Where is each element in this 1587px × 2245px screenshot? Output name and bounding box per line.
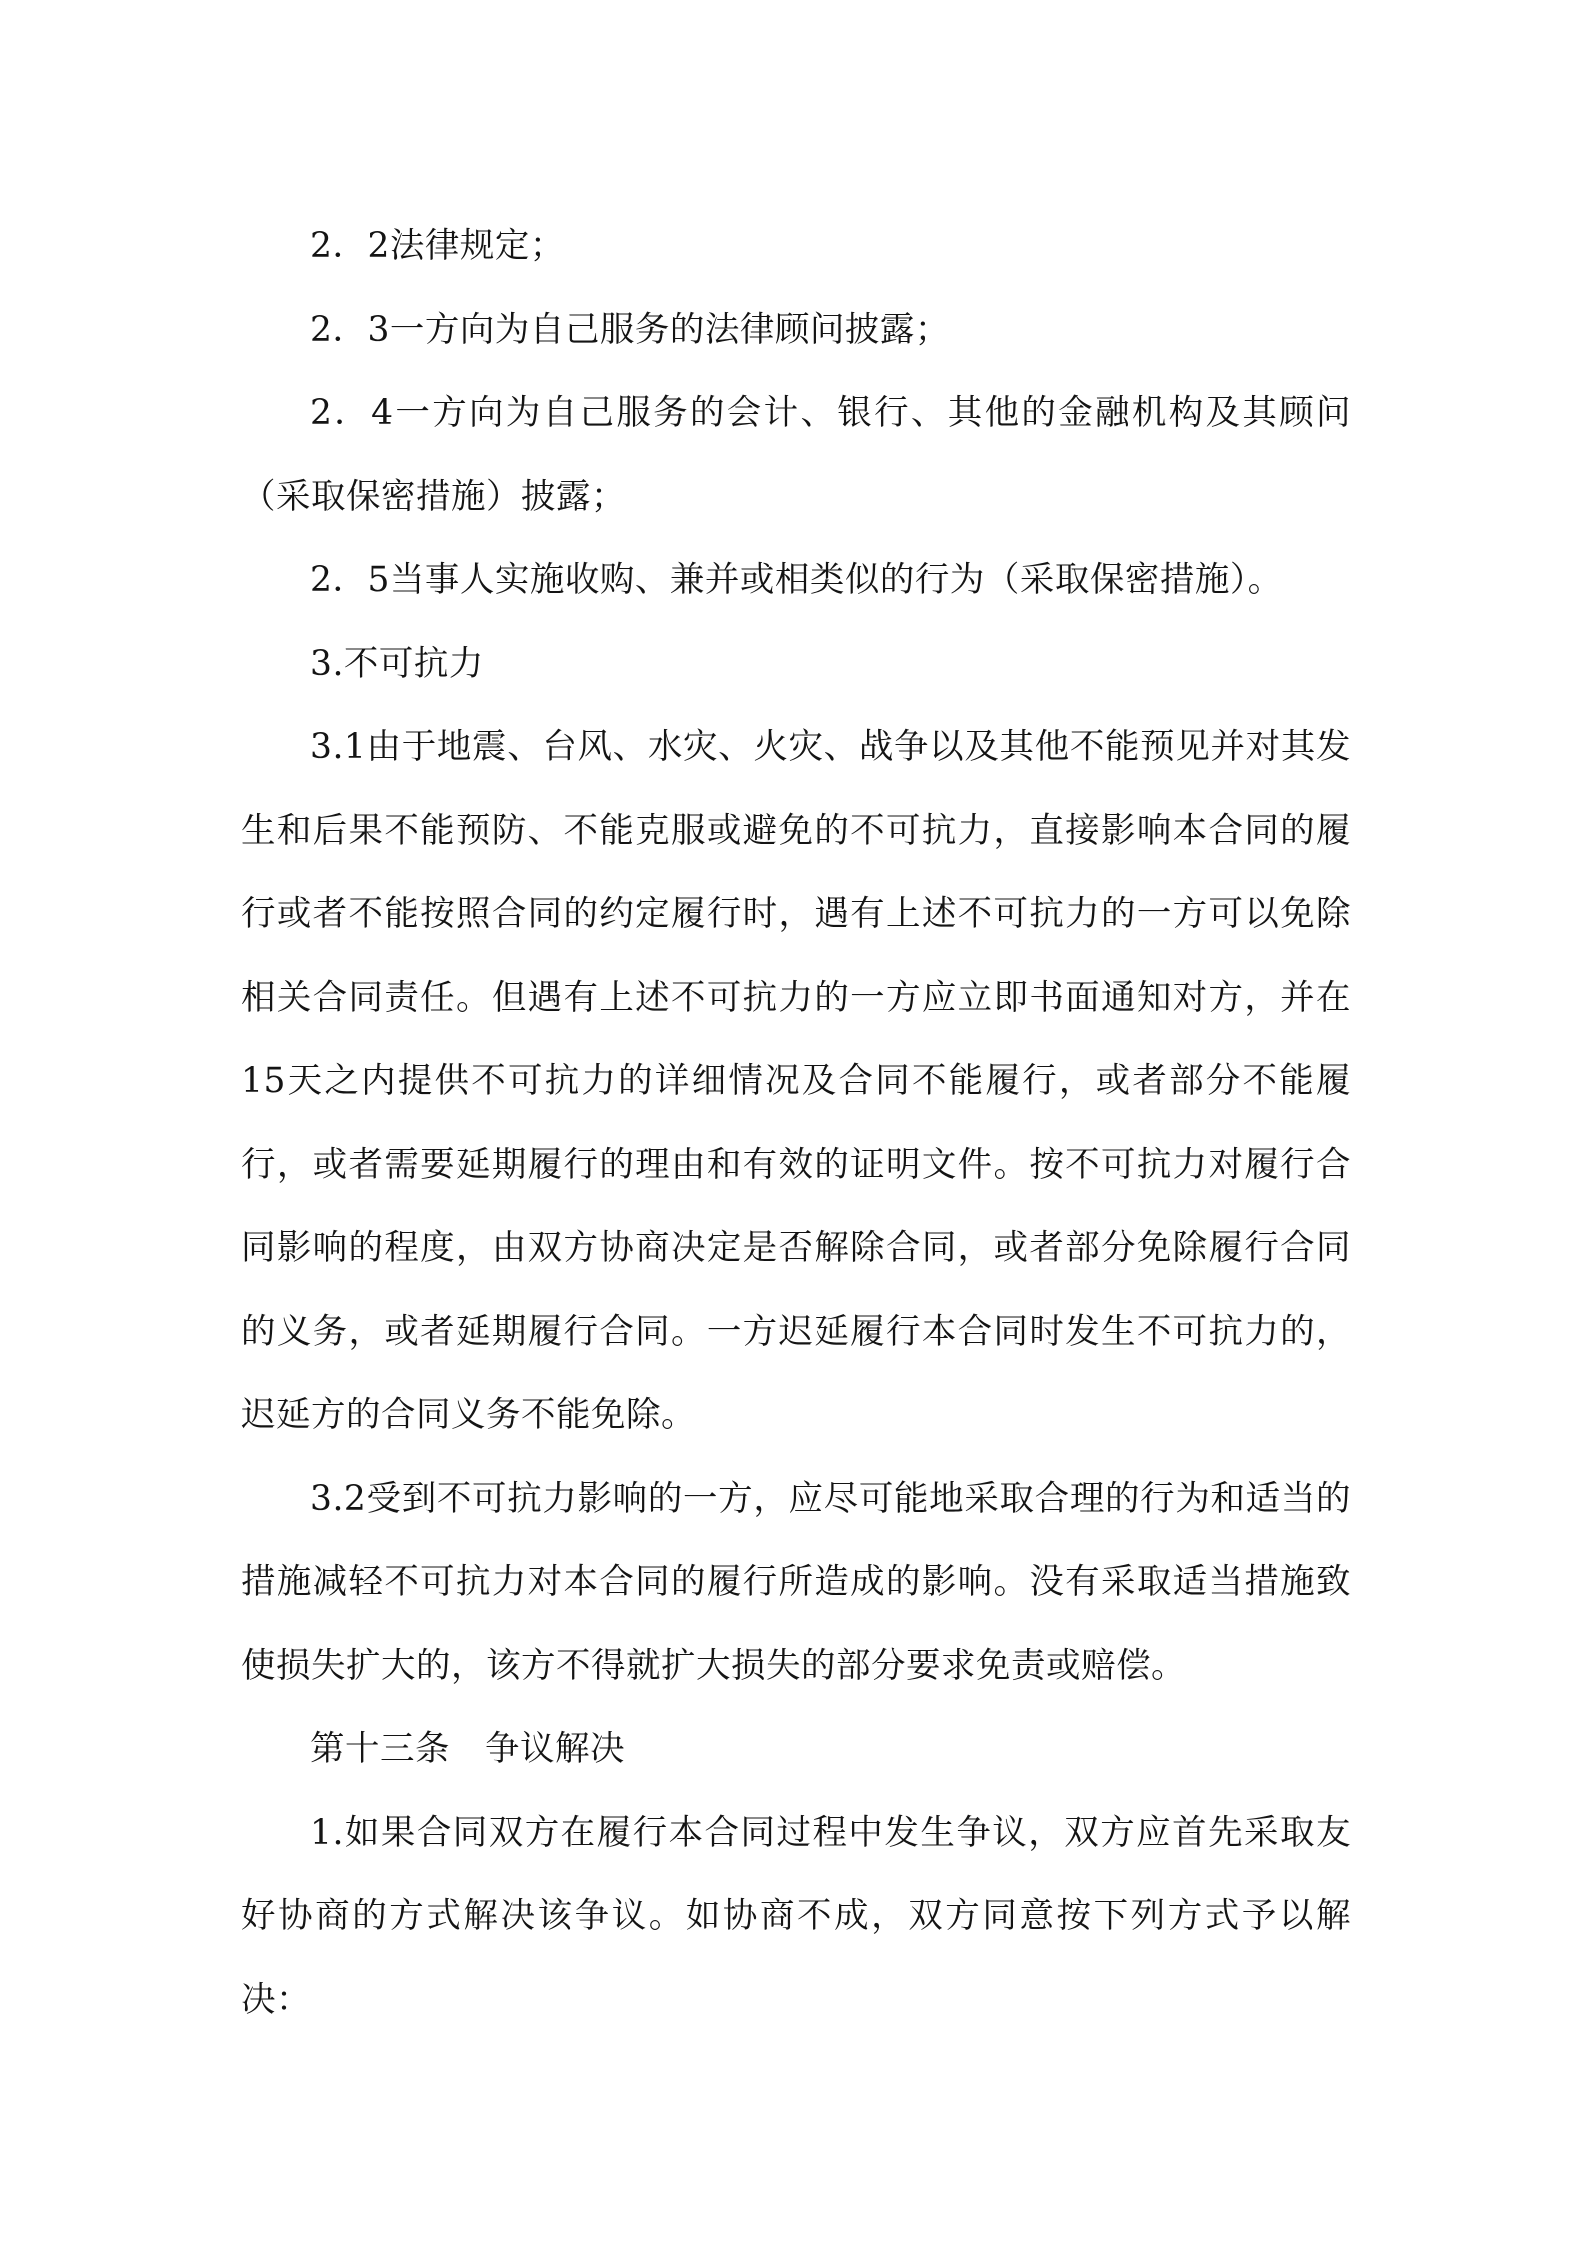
clause-2-5: 2．5当事人实施收购、兼并或相类似的行为（采取保密措施）。: [310, 560, 1283, 600]
clause-3-2: 3.2受到不可抗力影响的一方，应尽可能地采取合理的行为和适当的措施减轻不可抗力对本合同的履行所造成的影响。没有采取适当措施致使损失扩大的，该方不得就扩大损失的部分要求免责或赔偿。: [241, 1478, 1351, 1686]
section-force-majeure-heading: 3.不可抗力: [310, 643, 484, 684]
article-13-heading: 第十三条 争议解决: [310, 1729, 625, 1769]
clause-2-3: 2．3一方向为自己服务的法律顾问披露；: [310, 309, 950, 350]
clause-13-1: 1.如果合同双方在履行本合同过程中发生争议，双方应首先采取友好协商的方式解决该争议。如协商不成，双方同意按下列方式予以解决：: [241, 1812, 1351, 2020]
clause-2-2: 2．2法律规定；: [310, 226, 565, 266]
clause-3-1: 3.1由于地震、台风、水灾、火灾、战争以及其他不能预见并对其发生和后果不能预防、不能克服或避免的不可抗力，直接影响本合同的履行或者不能按照合同的约定履行时，遇有上述不可抗力的一方可以免除相关合同责任。但遇有上述不可抗力的一方应立即书面通知对方，并在15天之内提供不可抗力的详细情况及合同不能履行，或者部分不能履行，或者需要延期履行的理由和有效的证明文件。按不可抗力对履行合同影响的程度，由双方协商决定是否解除合同，或者部分免除履行合同的义务，或者延期履行合同。一方迟延履行本合同时发生不可抗力的，迟延方的合同义务不能免除。: [241, 727, 1351, 1435]
document-body: [241, 205, 1351, 2042]
clause-2-4: 2．4一方向为自己服务的会计、银行、其他的金融机构及其顾问（采取保密措施）披露；: [241, 393, 1351, 517]
